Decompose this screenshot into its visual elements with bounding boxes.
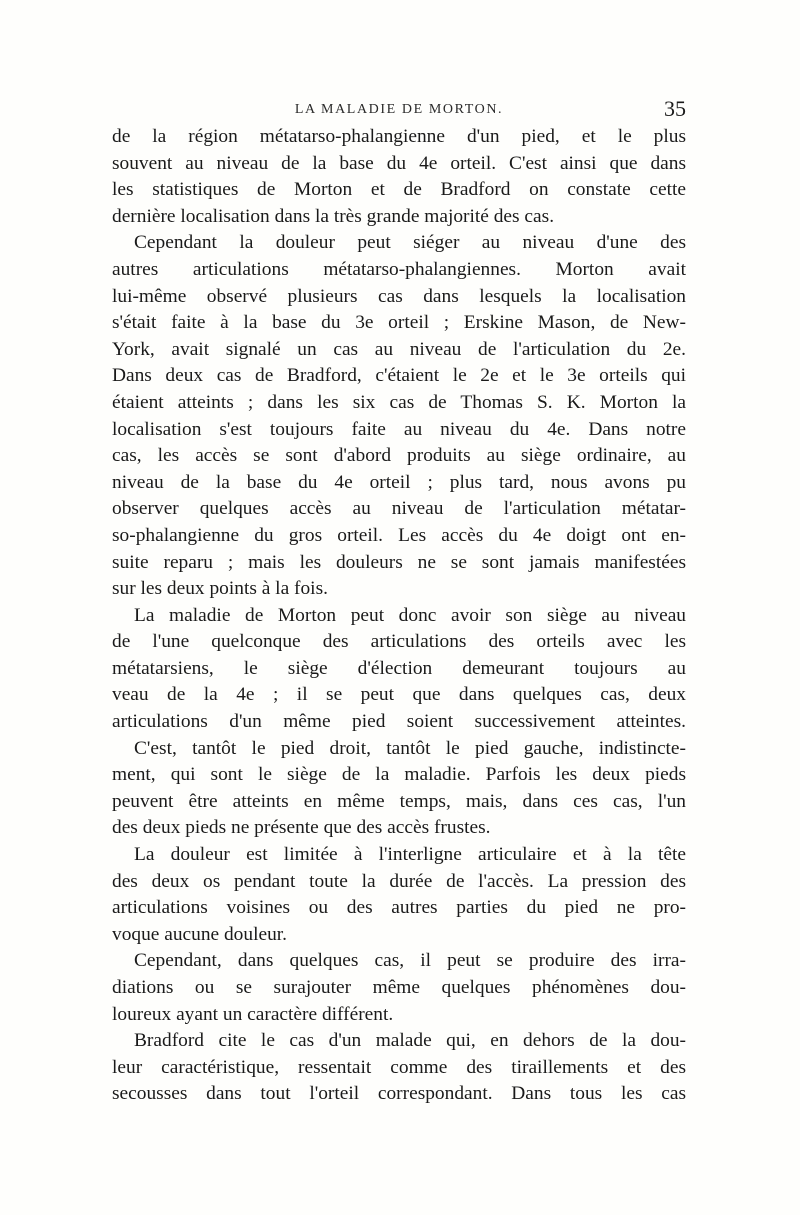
text-line: veau de la 4e ; il se peut que dans quelques cas, deux <box>112 684 686 706</box>
text-line: observer quelques accès au niveau de l'articulation métatar- <box>112 498 686 520</box>
page-header <box>112 96 686 124</box>
text-line: les statistiques de Morton et de Bradford on constate cette <box>112 179 686 201</box>
text-line: s'était faite à la base du 3e orteil ; Erskine Mason, de New- <box>112 312 686 334</box>
text-line: peuvent être atteints en même temps, mais, dans ces cas, l'un <box>112 790 686 812</box>
text-line: souvent au niveau de la base du 4e orteil. C'est ainsi que dans <box>112 152 686 174</box>
text-line: articulations d'un même pied soient successivement atteintes. <box>112 711 686 733</box>
text-line: des deux pieds ne présente que des accès frustes. <box>112 817 491 839</box>
text-line: La douleur est limitée à l'interligne articulaire et à la tête <box>134 844 686 866</box>
text-line: leur caractéristique, ressentait comme des tiraillements et des <box>112 1056 686 1078</box>
running-title: LA MALADIE DE MORTON. <box>294 102 504 117</box>
text-line: suite reparu ; mais les douleurs ne se sont jamais manifestées <box>112 551 686 573</box>
text-line: de l'une quelconque des articulations des orteils avec les <box>112 631 686 653</box>
text-line: C'est, tantôt le pied droit, tantôt le pied gauche, indistincte- <box>134 737 686 759</box>
text-line: dernière localisation dans la très grande majorité des cas. <box>112 205 555 227</box>
text-line: La maladie de Morton peut donc avoir son siège au niveau <box>134 604 686 626</box>
page-number: 35 <box>664 96 686 121</box>
body-text <box>112 124 686 1108</box>
text-line: secousses dans tout l'orteil correspondant. Dans tous les cas <box>112 1083 686 1105</box>
text-line: voque aucune douleur. <box>112 923 287 945</box>
text-line: loureux ayant un caractère différent. <box>112 1003 394 1025</box>
text-line: autres articulations métatarso-phalangiennes. Morton avait <box>112 258 686 280</box>
text-line: York, avait signalé un cas au niveau de l'articulation du 2e. <box>112 338 686 360</box>
text-line: Dans deux cas de Bradford, c'étaient le 2e et le 3e orteils qui <box>112 365 686 387</box>
text-line: Cependant la douleur peut siéger au niveau d'une des <box>134 232 686 254</box>
text-line: lui-même observé plusieurs cas dans lesquels la localisation <box>112 285 686 307</box>
text-line: so-phalangienne du gros orteil. Les accès du 4e doigt ont en- <box>112 524 686 546</box>
text-line: sur les deux points à la fois. <box>112 578 328 600</box>
text-line: Cependant, dans quelques cas, il peut se produire des irra- <box>134 950 686 972</box>
text-line: des deux os pendant toute la durée de l'accès. La pression des <box>112 870 686 892</box>
text-line: de la région métatarso-phalangienne d'un pied, et le plus <box>112 126 686 147</box>
text-line: articulations voisines ou des autres parties du pied ne pro- <box>112 897 686 919</box>
text-line: ment, qui sont le siège de la maladie. Parfois les deux pieds <box>112 764 686 786</box>
text-line: métatarsiens, le siège d'élection demeurant toujours au <box>112 657 686 679</box>
text-line: localisation s'est toujours faite au niveau du 4e. Dans notre <box>112 418 686 440</box>
text-line: étaient atteints ; dans les six cas de Thomas S. K. Morton la <box>112 391 686 413</box>
text-line: niveau de la base du 4e orteil ; plus tard, nous avons pu <box>112 471 686 493</box>
text-line: cas, les accès se sont d'abord produits au siège ordinaire, au <box>112 445 686 467</box>
text-line: diations ou se surajouter même quelques phénomènes dou- <box>112 977 686 998</box>
text-line: Bradford cite le cas d'un malade qui, en dehors de la dou- <box>134 1030 686 1052</box>
